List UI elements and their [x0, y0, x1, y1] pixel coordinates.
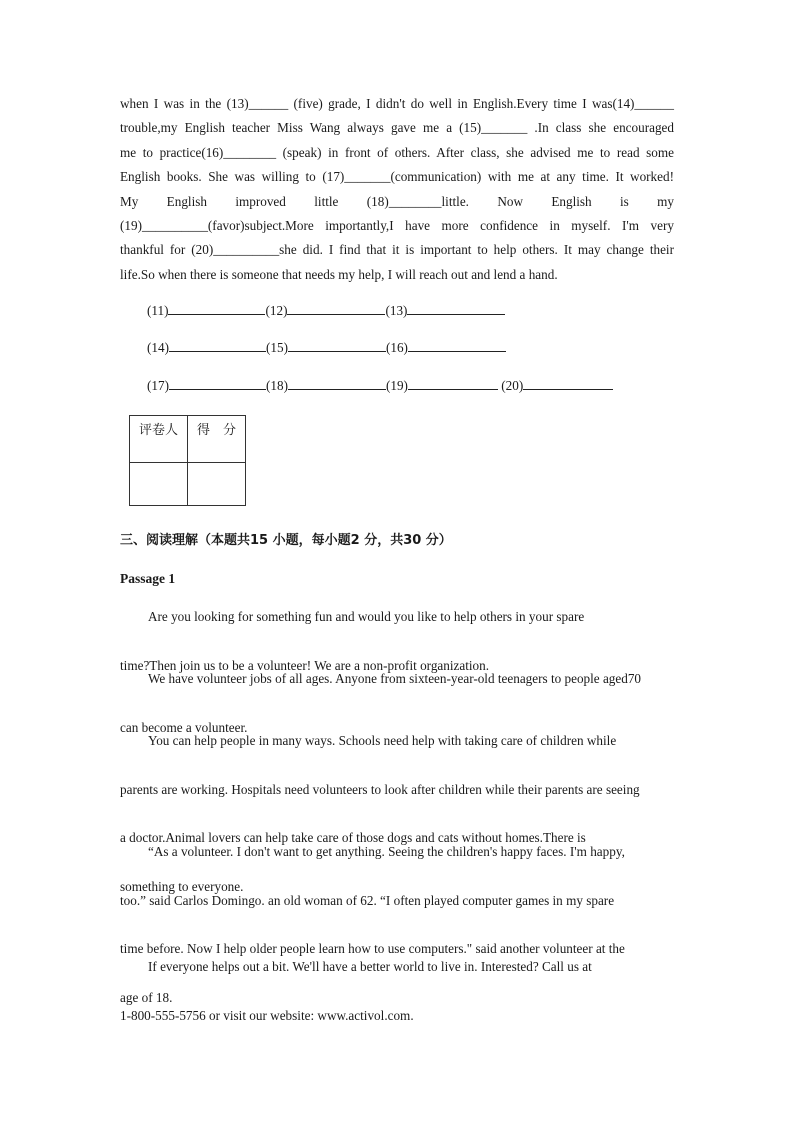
answer-blank[interactable] — [407, 302, 505, 315]
section-title: 三、阅读理解（本题共15 小题，每小题2 分，共30 分） — [120, 533, 452, 548]
paragraph-line: something to everyone. — [120, 878, 244, 894]
paragraph-line: a doctor.Animal lovers can help take care of those dogs and cats without homes.There is — [120, 830, 586, 846]
answer-blank[interactable] — [288, 377, 386, 390]
answer-label: (18) — [265, 378, 288, 393]
answer-label: (12) — [265, 303, 288, 318]
paragraph-line: You can help people in many ways. Schools need help with taking care of children while — [148, 733, 617, 748]
paragraph-line: If everyone helps out a bit. We'll have a better world to live in. Interested? Call us at — [148, 959, 592, 974]
paragraph-line: 1-800-555-5756 or visit our website: www.activol.com. — [120, 1007, 414, 1023]
answer-label: (17) — [147, 378, 169, 393]
paragraph-line: time?Then join us to be a volunteer! We are a non-profit organization. — [120, 657, 490, 673]
answer-label: (11) — [147, 303, 169, 318]
answer-blank[interactable] — [523, 377, 613, 390]
answer-blank[interactable] — [169, 339, 266, 352]
answer-label: (19) — [385, 378, 408, 393]
passage-paragraph-5 — [120, 955, 680, 1028]
answer-blank[interactable] — [169, 377, 266, 390]
answer-blank[interactable] — [168, 302, 265, 315]
answer-label: (16) — [385, 340, 408, 355]
cloze-line: life.So when there is someone that needs my help, I will reach out and lend a hand. — [120, 266, 558, 282]
score-header: 得 分 — [188, 416, 246, 463]
paragraph-line: can become a volunteer. — [120, 719, 248, 735]
cloze-line: me to practice(16)________ (speak) in front of others. After class, she advised me to read some — [120, 144, 674, 160]
answer-label: (15) — [265, 340, 288, 355]
paragraph-line: parents are working. Hospitals need volunteers to look after children while their parents are seeing — [120, 781, 640, 797]
paragraph-line: We have volunteer jobs of all ages. Anyone from sixteen-year-old teenagers to people aged70 — [148, 671, 642, 686]
paragraph-line: time before. Now I help older people learn how to use computers." said another volunteer at the — [120, 941, 625, 957]
score-cell[interactable] — [188, 463, 246, 506]
answer-blank[interactable] — [408, 377, 498, 390]
passage-title: Passage 1 — [120, 571, 176, 586]
answer-label: (20) — [501, 378, 524, 393]
grader-cell[interactable] — [130, 463, 188, 506]
cloze-line: trouble,my English teacher Miss Wang always gave me a (15)_______ .In class she encouraged — [120, 120, 674, 136]
paragraph-line: “As a volunteer. I don't want to get anything. Seeing the children's happy faces. I'm happy, — [148, 844, 625, 859]
cloze-passage — [120, 92, 674, 287]
paragraph-line: age of 18. — [120, 989, 173, 1005]
answer-blank[interactable] — [408, 339, 506, 352]
cloze-line: when I was in the (13)______ (five) grade, I didn't do well in English.Every time I was(14)______ — [120, 96, 674, 111]
score-table — [129, 415, 246, 506]
cloze-line: (19)__________(favor)subject.More importantly,I have more confidence in myself. I'm very — [120, 218, 674, 234]
cloze-line: thankful for (20)__________she did. I find that it is important to help others. It may change their — [120, 242, 674, 258]
answer-blank[interactable] — [288, 339, 386, 352]
cloze-line: English books. She was willing to (17)_______(communication) with me at any time. It worked! — [120, 169, 674, 185]
answer-blank[interactable] — [287, 302, 385, 315]
grader-header: 评卷人 — [130, 416, 188, 463]
answer-label: (13) — [385, 303, 408, 318]
cloze-line: My English improved little (18)________little. Now English is my — [120, 193, 674, 209]
paragraph-line: Are you looking for something fun and would you like to help others in your spare — [148, 609, 585, 624]
paragraph-line: too.” said Carlos Domingo. an old woman of 62. “I often played computer games in my spare — [120, 892, 615, 908]
answer-label: (14) — [147, 340, 169, 355]
